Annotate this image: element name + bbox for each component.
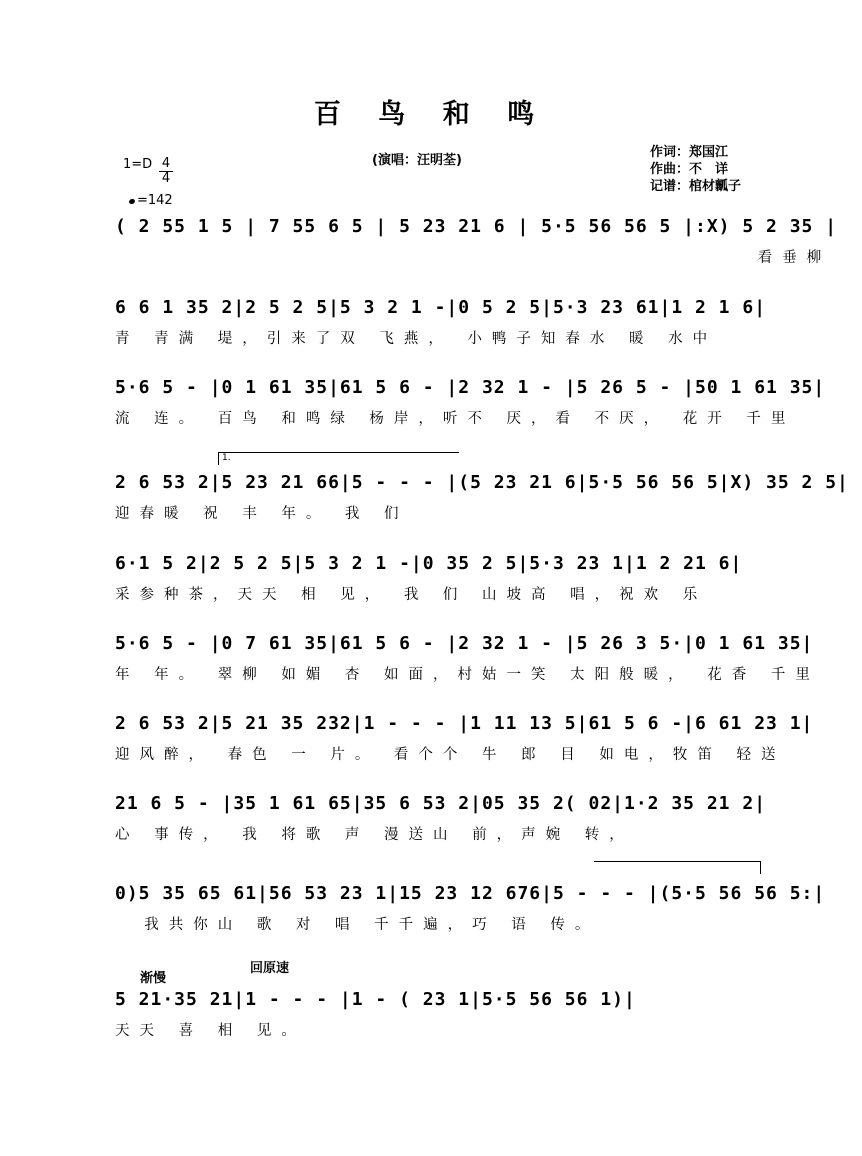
composer-credit: 作曲：不 详 <box>650 162 729 177</box>
notation-line: 5·6 5 - |0 7 61 35|61 5 6 - |2 32 1 - |5 26 3 5·|0 1 61 35| <box>115 633 814 654</box>
notation-line: 5 21·35 21|1 - - - |1 - ( 23 1|5·5 56 56 1)| <box>115 989 636 1010</box>
notation-line: 6 6 1 35 2|2 5 2 5|5 3 2 1 -|0 5 2 5|5·3 23 61|1 2 1 6| <box>115 297 767 318</box>
notation-line: ( 2 55 1 5 | 7 55 6 5 | 5 23 21 6 | 5·5 56 56 5 |:X) 5 2 35 | <box>115 216 838 237</box>
meta-block <box>123 156 173 208</box>
time-numerator: 4 <box>159 157 173 172</box>
volta-bracket-2 <box>594 861 761 874</box>
time-signature <box>159 157 173 186</box>
volta-label: 1. <box>222 453 231 463</box>
lyric-line: 心 事传， 我 将歌 声 漫送山 前，声婉 转， <box>115 827 634 843</box>
notation-line: 0)5 35 65 61|56 53 23 1|15 23 12 676|5 - - - |(5·5 56 56 5:| <box>115 883 826 904</box>
notation-line: 2 6 53 2|5 23 21 66|5 - - - |(5 23 21 6|5·5 56 56 5|X) 35 2 5| <box>115 472 849 493</box>
song-title: 百 鸟 和 鸣 <box>313 99 549 130</box>
lyricist-credit: 作词：郑国江 <box>650 145 729 160</box>
lyric-line: 迎风醉， 春色 一 片。 看个个 牛 郎 目 如电，牧笛 轻送 <box>115 747 786 763</box>
lyric-line: 流 连。 百鸟 和鸣绿 杨岸，听不 厌，看 不厌， 花开 千里 <box>115 411 796 427</box>
tempo-marking <box>129 194 173 208</box>
credits-block <box>650 144 741 195</box>
ritardando-mark: 渐慢 <box>140 971 167 986</box>
transcriber-credit: 记谱：棺材瓤子 <box>650 179 742 194</box>
lyric-line: 我共你山 歌 对 唱 千千遍，巧 语 传。 <box>115 917 600 933</box>
a-tempo-mark: 回原速 <box>250 961 290 976</box>
lyric-line: 年 年。 翠柳 如媚 杏 如面，村姑一笑 太阳般暖， 花香 千里 <box>115 667 820 683</box>
singer-credit: (演唱：汪明荃) <box>372 153 462 168</box>
key-signature: 1=D <box>123 157 153 172</box>
lyric-line: 迎春暖 祝 丰 年。 我 们 <box>115 506 409 522</box>
lyric-line: 看垂柳 <box>115 250 832 266</box>
notation-line: 21 6 5 - |35 1 61 65|35 6 53 2|05 35 2( 02|1·2 35 21 2| <box>115 793 767 814</box>
notation-line: 2 6 53 2|5 21 35 232|1 - - - |1 11 13 5|61 5 6 -|6 61 23 1| <box>115 713 814 734</box>
lyric-line: 天天 喜 相 见。 <box>115 1023 306 1039</box>
lyric-line: 采参种茶，天天 相 见， 我 们 山坡高 唱，祝欢 乐 <box>115 587 708 603</box>
notation-line: 6·1 5 2|2 5 2 5|5 3 2 1 -|0 35 2 5|5·3 23 1|1 2 21 6| <box>115 553 743 574</box>
lyric-line: 青 青满 堤，引来了双 飞燕， 小鸭子知春水 暖 水中 <box>115 331 718 347</box>
tempo-value: =142 <box>137 193 173 208</box>
time-denominator: 4 <box>161 171 171 186</box>
volta-bracket-1 <box>218 452 459 465</box>
quarter-note-icon <box>128 198 135 205</box>
notation-line: 5·6 5 - |0 1 61 35|61 5 6 - |2 32 1 - |5 26 5 - |50 1 61 35| <box>115 377 826 398</box>
